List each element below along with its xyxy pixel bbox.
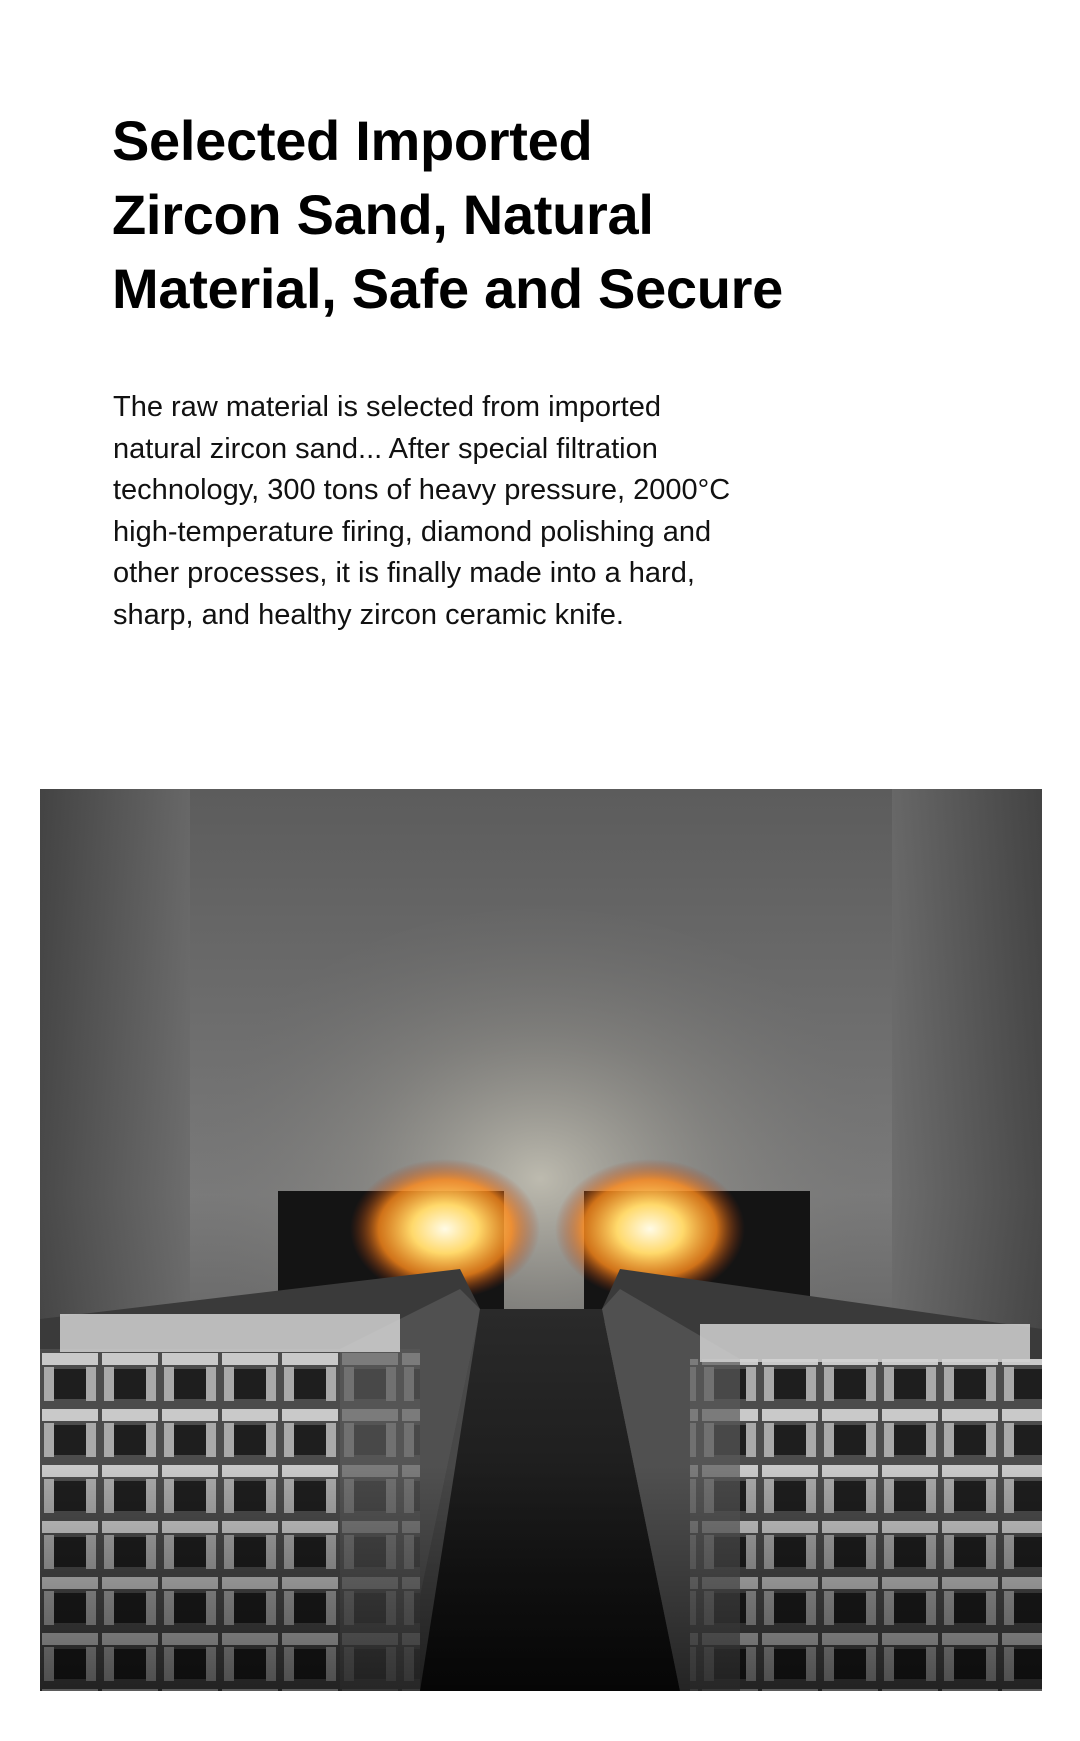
kiln-firing-photo [40, 789, 1042, 1691]
description-line: other processes, it is finally made into a hard, [113, 557, 695, 589]
description-line: The raw material is selected from imported [113, 391, 661, 423]
headline-line: Selected Imported [112, 109, 593, 172]
description-line: high-temperature firing, diamond polishing and [113, 515, 712, 548]
description-line: technology, 300 tons of heavy pressure, 2000°C [113, 474, 731, 506]
kiln-illustration [40, 789, 1042, 1691]
section-headline [112, 104, 872, 326]
description-line: natural zircon sand... After special filtration [113, 432, 658, 465]
section-description [113, 387, 813, 636]
headline-line: Material, Safe and Secure [112, 257, 784, 320]
headline-line: Zircon Sand, Natural [112, 183, 654, 246]
description-line: sharp, and healthy zircon ceramic knife. [113, 598, 624, 631]
